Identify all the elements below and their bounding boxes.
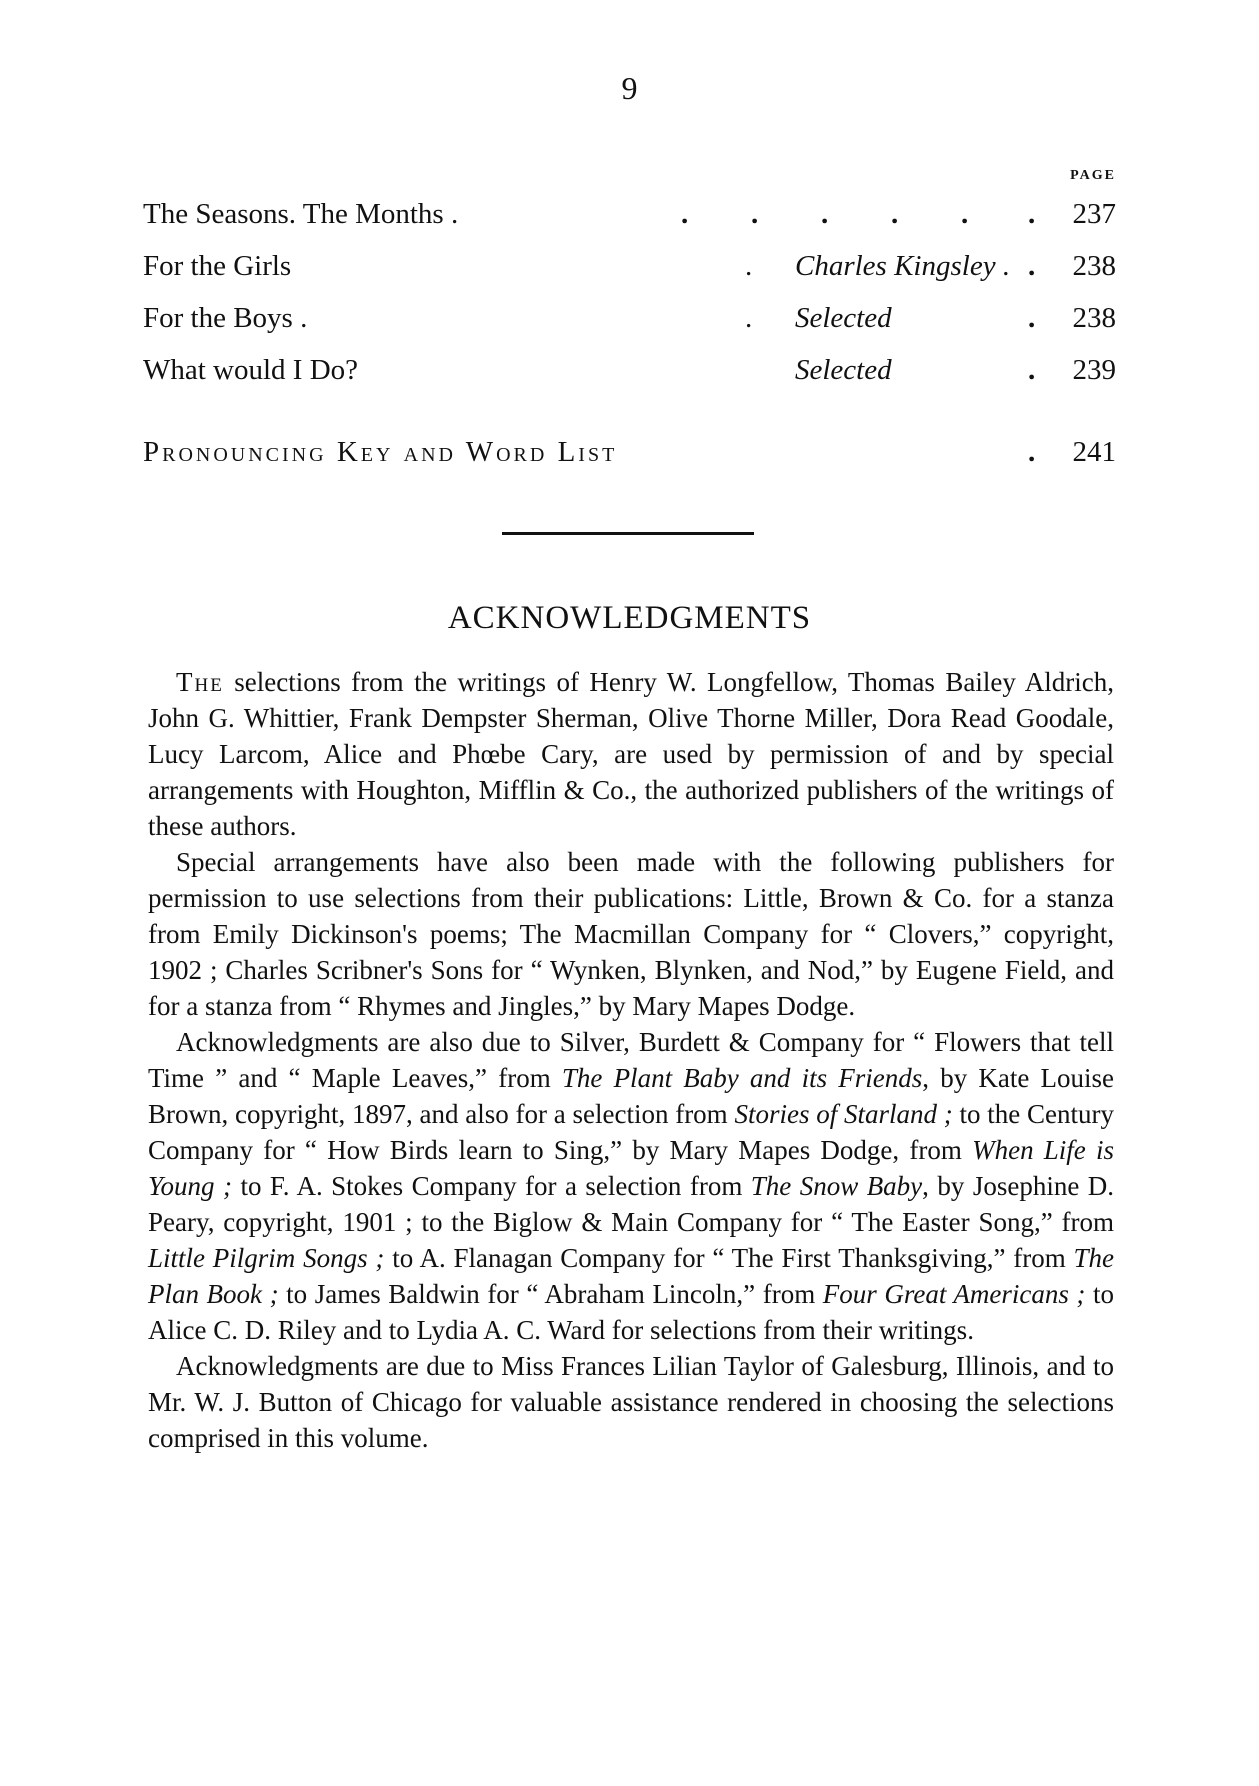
toc-entry-title: What would I Do? (143, 354, 359, 386)
toc-entry-page: 238 (1072, 302, 1116, 334)
paragraph-text: selections from the writings of Henry W. Longfellow, Thomas Bailey Aldrich, John G. Whittier, Frank Dempster Sherman, Olive Thorne Miller, Dora Read Goodale, Lucy Larcom, Alice and Phœbe Cary, are used by permission of and by special arrangements with Houghton, Mifflin & Co., the authorized publishers of the writings of these authors. (148, 667, 1114, 841)
book-title: When Life is Young ; (148, 1135, 1114, 1201)
paragraph-text: to James Baldwin for “ Abraham Lincoln,” from (286, 1279, 816, 1309)
acknowledgments-paragraph (148, 844, 1114, 1024)
toc-entry-page: 237 (1072, 198, 1116, 230)
page-number: 9 (621, 70, 638, 106)
toc-entry-author: Selected (795, 354, 892, 386)
toc-row (143, 354, 1116, 394)
toc-row (143, 250, 1116, 290)
paragraph-text: to A. Flanagan Company for “ The First Thanksgiving,” from (392, 1243, 1066, 1273)
book-title: The Plan Book ; (148, 1243, 1115, 1309)
book-title: Four Great Americans ; (822, 1279, 1086, 1309)
toc-page-dot: . (1028, 354, 1036, 386)
toc-entry-author: Selected (795, 302, 892, 334)
acknowledgments-heading: ACKNOWLEDGMENTS (447, 600, 812, 636)
toc-entry-page: 239 (1072, 354, 1116, 386)
toc-dot-leader (143, 198, 1116, 238)
toc-page-dot: . (1028, 436, 1036, 468)
toc-leader-dot: . (821, 198, 829, 230)
section-divider (502, 532, 754, 535)
paragraph-text: to Alice C. D. Riley and to Lydia A. C. Ward for selections from their writings. (148, 1279, 1114, 1345)
paragraph-text: Acknowledgments are also due to Silver, Burdett & Company for “ Flowers that tell Time ” and “ Maple Leaves,” from (148, 1027, 1114, 1093)
book-title: The Snow Baby (750, 1171, 923, 1201)
toc-author-lead-dot: . (745, 302, 753, 334)
paragraph-text: Acknowledgments are due to Miss Frances Lilian Taylor of Galesburg, Illinois, and to Mr. W. J. Button of Chicago for valuable assistance rendered in choosing the selections comprised in this volume. (148, 1351, 1114, 1453)
toc-page-column-header: PAGE (1070, 168, 1116, 183)
paragraph-text: , by Josephine D. Peary, copyright, 1901 ; to the Biglow & Main Company for “ The Easter Song,” from (148, 1171, 1115, 1237)
book-title: Stories of Starland ; (734, 1099, 953, 1129)
paragraph-text: to F. A. Stokes Company for a selection from (240, 1171, 743, 1201)
paragraph-text: Special arrangements have also been made with the following publishers for permission to use selections from their publications: Little, Brown & Co. for a stanza from Emily Dickinson's poems; The Macmillan Company for “ Clovers,” copyright, 1902 ; Charles Scribner's Sons for “ Wynken, Blynken, and Nod,” by Eugene Field, and for a stanza from “ Rhymes and Jingles,” by Mary Mapes Dodge. (148, 847, 1114, 1021)
paragraph-text: , by Kate Louise Brown, copyright, 1897, and also for a selection from (148, 1063, 1115, 1129)
acknowledgments-paragraph (148, 1024, 1114, 1348)
toc-page-dot: . (1028, 302, 1036, 334)
book-title: Little Pilgrim Songs ; (148, 1243, 385, 1273)
toc-row (143, 302, 1116, 342)
toc-author-lead-dot: . (745, 250, 753, 282)
toc-page-dot: . (1028, 250, 1036, 282)
toc-row-pronouncing-key (143, 436, 1116, 476)
toc-leader-dot: . (961, 198, 969, 230)
acknowledgments-paragraph (148, 664, 1114, 844)
toc-leader-dot: . (681, 198, 689, 230)
toc-entry-page: 241 (1072, 436, 1116, 468)
toc-entry-page: 238 (1072, 250, 1116, 282)
toc-entry-title: The Seasons. The Months . (143, 198, 459, 230)
toc-entry-author: Charles Kingsley . (795, 250, 1011, 282)
toc-leader-dot: . (891, 198, 899, 230)
toc-row (143, 198, 1116, 238)
toc-entry-title: For the Girls (143, 250, 292, 282)
paragraph-text: to the Century Company for “ How Birds learn to Sing,” by Mary Mapes Dodge, from (148, 1099, 1114, 1165)
toc-entry-title: For the Boys . (143, 302, 308, 334)
paragraph-lead-word: The (176, 667, 224, 697)
acknowledgments-body (148, 664, 1114, 1456)
toc-page-dot: . (1028, 198, 1036, 230)
acknowledgments-paragraph (148, 1348, 1114, 1456)
toc-leader-dot: . (751, 198, 759, 230)
toc-entry-title: Pronouncing Key and Word List (143, 436, 618, 468)
book-title: The Plant Baby and its Friends (561, 1063, 923, 1093)
